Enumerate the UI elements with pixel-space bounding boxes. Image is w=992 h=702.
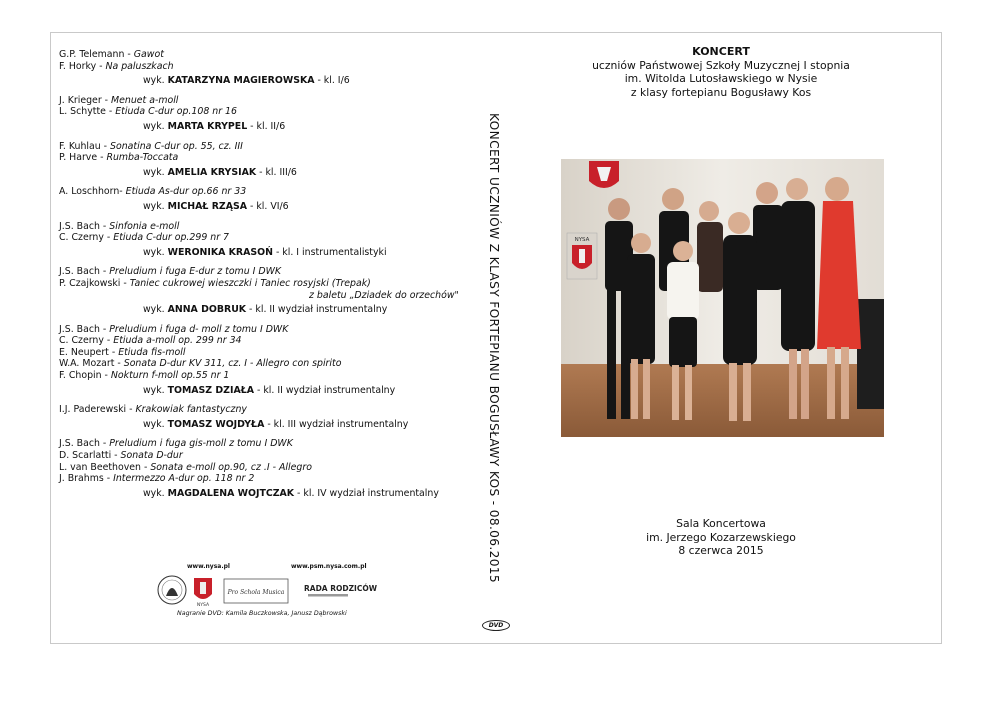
performer-name: KATARZYNA MAGIEROWSKA — [167, 75, 315, 87]
piece-line — [59, 473, 479, 485]
performer-class: - kl. III wydział instrumentalny — [264, 418, 409, 430]
performer-class: - kl. II wydział instrumentalny — [246, 304, 388, 316]
spine-title: KONCERT UCZNIÓW Z KLASY FORTEPIANU BOGUSŁAWY KOS - 08.06.2015 — [487, 113, 501, 584]
piece-line — [59, 266, 479, 278]
piece-line — [59, 438, 479, 450]
program-entry — [59, 186, 479, 212]
composer: W.A. Mozart - — [59, 358, 124, 370]
composer: D. Scarlatti - — [59, 450, 121, 462]
performer-class: - kl. I/6 — [314, 75, 350, 87]
performer-line — [59, 385, 479, 397]
composer: F. Horky - — [59, 60, 106, 72]
performer-prefix: wyk. — [143, 246, 168, 258]
composer: E. Neupert - — [59, 346, 119, 358]
venue-line: im. Jerzego Kozarzewskiego — [646, 530, 796, 544]
program-entry — [59, 404, 479, 430]
program-entry — [59, 49, 479, 87]
program-entry — [59, 221, 479, 259]
performer-line — [59, 488, 479, 500]
piece-line — [59, 49, 479, 61]
performer-prefix: wyk. — [143, 200, 168, 212]
work-title: Etiuda a-moll op. 299 nr 34 — [113, 335, 242, 347]
piece-line — [59, 450, 479, 462]
composer: L. Schytte - — [59, 106, 116, 118]
performer-line — [59, 167, 479, 179]
piece-line — [59, 141, 479, 153]
work-title: Etiuda fis-moll — [118, 346, 186, 358]
piece-line — [59, 232, 479, 244]
composer: J. Krieger - — [59, 94, 112, 106]
piece-line — [59, 347, 479, 359]
performer-prefix: wyk. — [143, 418, 168, 430]
piece-line — [59, 152, 479, 164]
composer: A. Loschhorn- — [59, 186, 126, 198]
dvd-logo: DVD — [482, 620, 510, 631]
work-title: Preludium i fuga gis-moll z tomu I DWK — [109, 438, 293, 450]
piece-line — [59, 404, 479, 416]
work-title: Sonatina C-dur op. 55, cz. III — [110, 140, 243, 152]
performer-prefix: wyk. — [143, 487, 168, 499]
composer: P. Czajkowski - — [59, 277, 130, 289]
piece-line — [59, 106, 479, 118]
concert-date: 8 czerwca 2015 — [678, 544, 764, 558]
work-title: Nokturn f-moll op.55 nr 1 — [110, 370, 230, 382]
work-title: Taniec cukrowej wieszczki i Taniec rosyjski (Trepak) — [129, 277, 371, 289]
work-title: Sinfonia e-moll — [109, 220, 180, 232]
performer-name: TOMASZ DZIAŁA — [167, 384, 254, 396]
photo-sign-text: NYSA — [574, 237, 590, 243]
work-title: Preludium i fuga E-dur z tomu I DWK — [109, 266, 281, 278]
composer: P. Harve - — [59, 152, 107, 164]
work-title: Intermezzo A-dur op. 118 nr 2 — [113, 473, 255, 485]
piece-line — [59, 221, 479, 233]
performer-prefix: wyk. — [143, 384, 168, 396]
composer: G.P. Telemann - — [59, 49, 134, 60]
performer-class: - kl. VI/6 — [246, 200, 289, 212]
work-title: Preludium i fuga d- moll z tomu I DWK — [109, 323, 289, 335]
performer-line — [59, 201, 479, 213]
performer-prefix: wyk. — [143, 304, 168, 316]
performer-prefix: wyk. — [143, 75, 168, 87]
work-title: Sonata e-moll op.90, cz .I - Allegro — [150, 461, 312, 473]
performer-class: - kl. IV wydział instrumentalny — [294, 487, 439, 499]
work-title: Sonata D-dur KV 311, cz. I - Allegro con spirito — [123, 358, 342, 370]
school-crest-icon — [158, 576, 186, 604]
link-psm[interactable]: www.psm.nysa.com.pl — [291, 563, 367, 570]
work-title: Na paluszkach — [105, 60, 174, 72]
piece-line — [59, 95, 479, 107]
performer-name: ANNA DOBRUK — [167, 304, 247, 316]
performer-prefix: wyk. — [143, 166, 168, 178]
performer-name: MAGDALENA WOJTCZAK — [167, 487, 295, 499]
group-photo — [561, 159, 884, 437]
spine — [479, 113, 509, 584]
piece-line — [59, 358, 479, 370]
concert-title: KONCERT — [692, 45, 750, 58]
program-entry — [59, 324, 479, 397]
composer: J.S. Bach - — [59, 323, 110, 335]
piece-continuation — [59, 290, 479, 302]
piece-line — [59, 278, 479, 290]
program-list — [59, 49, 479, 507]
venue-info — [611, 517, 831, 558]
composer: J. Brahms - — [59, 473, 114, 485]
front-heading — [591, 45, 851, 99]
performer-line — [59, 304, 479, 316]
composer: C. Czerny - — [59, 232, 114, 244]
performer-class: - kl. II/6 — [247, 120, 286, 132]
composer: J.S. Bach - — [59, 266, 110, 278]
work-title: Sonata D-dur — [120, 450, 183, 462]
performer-name: MICHAŁ RZĄSA — [167, 200, 247, 212]
performer-name: AMELIA KRYSIAK — [167, 166, 257, 178]
program-entry — [59, 141, 479, 179]
piece-line — [59, 324, 479, 336]
recording-credit: Nagranie DVD: Kamila Buczkowska, Janusz Dąbrowski — [177, 610, 347, 617]
performer-class: - kl. II wydział instrumentalny — [253, 384, 396, 396]
performer-name: WERONIKA KRASOŃ — [167, 246, 273, 258]
program-entry — [59, 438, 479, 499]
composer: L. van Beethoven - — [59, 461, 151, 473]
performer-class: - kl. III/6 — [256, 166, 297, 178]
work-title: Etiuda C-dur op.299 nr 7 — [113, 232, 230, 244]
rada-rodzicow-logo — [304, 584, 378, 597]
link-nysa[interactable]: www.nysa.pl — [187, 563, 230, 570]
work-title: Rumba-Toccata — [106, 152, 179, 164]
performer-line — [59, 247, 479, 259]
subtitle-line: im. Witolda Lutosławskiego w Nysie — [624, 72, 818, 86]
piece-line — [59, 462, 479, 474]
performer-name: MARTA KRYPEL — [167, 120, 248, 132]
sponsor-logos-graphic — [156, 574, 396, 608]
composer: F. Chopin - — [59, 370, 111, 382]
pro-schola-musica-logo — [224, 579, 288, 603]
sponsor-logos — [156, 574, 396, 608]
work-title: Etiuda C-dur op.108 nr 16 — [115, 106, 237, 118]
composer: I.J. Paderewski - — [59, 404, 136, 416]
performer-line — [59, 121, 479, 133]
composer: C. Czerny - — [59, 335, 114, 347]
composer: J.S. Bach - — [59, 438, 110, 450]
program-entry — [59, 95, 479, 133]
work-title: Etiuda As-dur op.66 nr 33 — [125, 186, 247, 198]
subtitle-line: uczniów Państwowej Szkoły Muzycznej I stopnia — [592, 58, 850, 72]
performer-prefix: wyk. — [143, 120, 168, 132]
program-entry — [59, 266, 479, 315]
work-title: Krakowiak fantastyczny — [135, 404, 247, 416]
piece-line — [59, 335, 479, 347]
group-photo-image — [561, 159, 884, 437]
dvd-cover — [50, 32, 942, 644]
composer: J.S. Bach - — [59, 220, 110, 232]
performer-name: TOMASZ WOJDYŁA — [167, 418, 265, 430]
composer: F. Kuhlau - — [59, 140, 111, 152]
subtitle-line: z klasy fortepianu Bogusławy Kos — [630, 85, 812, 99]
nysa-logo-text: NYSA — [196, 603, 210, 608]
rada-rodzicow-text: RADA RODZICÓW — [304, 584, 377, 593]
venue-line: Sala Koncertowa — [676, 517, 766, 530]
performer-line — [59, 75, 479, 87]
nysa-coat-of-arms-icon — [194, 578, 212, 608]
work-title: Menuet a-moll — [111, 94, 179, 106]
piece-line — [59, 370, 479, 382]
performer-class: - kl. I instrumentalistyki — [272, 246, 387, 258]
piece-line — [59, 61, 479, 73]
piece-line — [59, 186, 479, 198]
work-title: Gawot — [133, 49, 164, 60]
work-title: z baletu „Dziadek do orzechów" — [309, 289, 459, 301]
pro-schola-text: Pro Schola Musica — [227, 589, 285, 596]
performer-line — [59, 419, 479, 431]
